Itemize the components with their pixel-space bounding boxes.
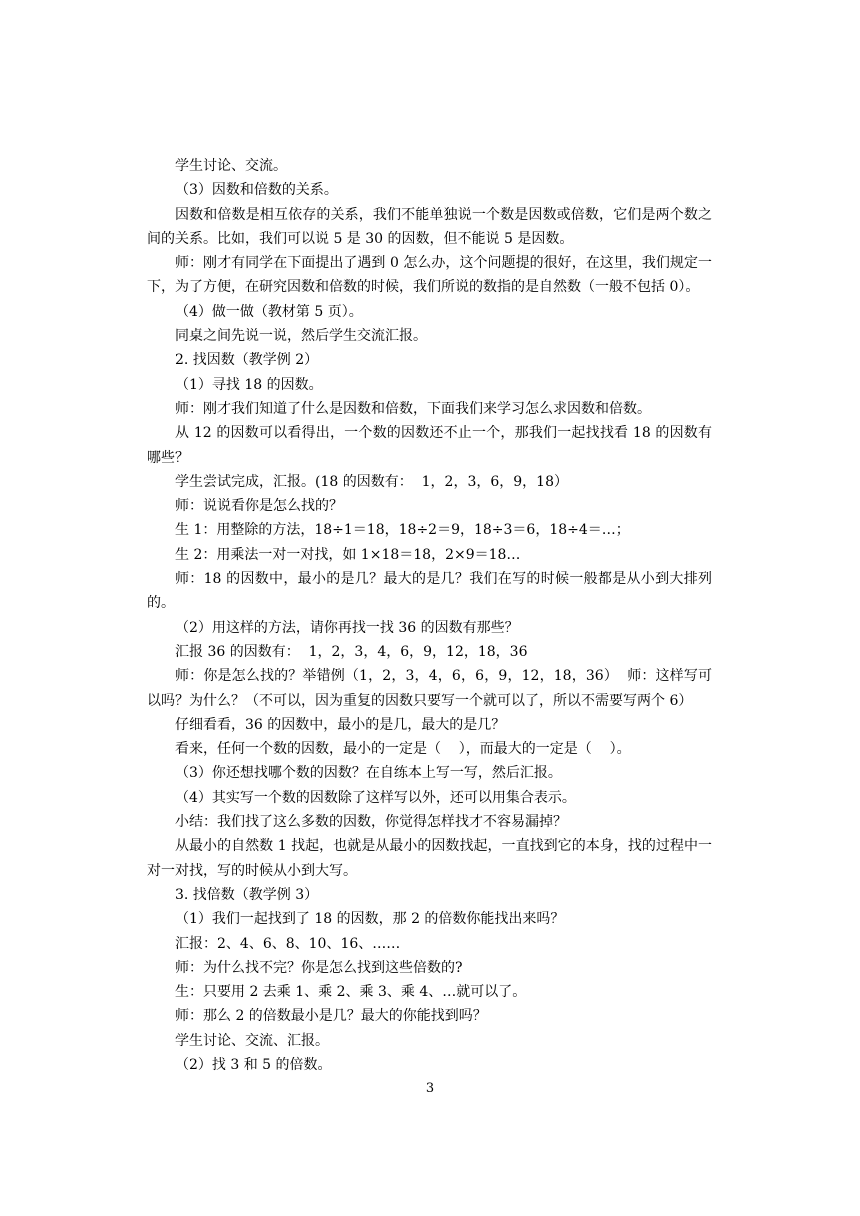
paragraph: 因数和倍数是相互依存的关系，我们不能单独说一个数是因数或倍数，它们是两个数之间的关系。比如，我们可以说 5 是 30 的因数，但不能说 5 是因数。 [147, 206, 712, 247]
paragraph: 师：说说看你是怎么找的？ [175, 498, 343, 515]
page-number: 3 [425, 1081, 435, 1096]
section-heading: 2. 找因数（教学例 2） [175, 352, 319, 369]
paragraph: 师：为什么找不完？你是怎么找到这些倍数的? [175, 959, 463, 976]
paragraph: 生 1：用整除的方法，18÷1＝18，18÷2＝9，18÷3＝6，18÷4＝…； [175, 522, 630, 539]
paragraph: 师：你是怎么找的？举错例（1，2，3，4，6，6，9，12，18，36） 师：这样写可以吗？为什么？（不可以，因为重复的因数只要写一个就可以了，所以不需要写两个 6） [147, 668, 712, 709]
paragraph: 学生讨论、交流。 [175, 158, 287, 174]
paragraph: 师：那么 2 的倍数最小是几？最大的你能找到吗？ [175, 1008, 487, 1025]
paragraph: 师：刚才我们知道了什么是因数和倍数，下面我们来学习怎么求因数和倍数。 [175, 400, 651, 417]
paragraph: （2）找 3 和 5 的倍数。 [175, 1056, 332, 1073]
paragraph: 汇报：2、4、6、8、10、16、…… [175, 935, 401, 952]
paragraph: 看来，任何一个数的因数，最小的一定是（ ），而最大的一定是（ ）。 [175, 741, 631, 758]
paragraph: 小结：我们找了这么多数的因数，你觉得怎样找才不容易漏掉？ [175, 814, 567, 831]
paragraph: （2）用这样的方法，请你再找一找 36 的因数有那些？ [175, 619, 519, 636]
paragraph: （4）做一做（教材第 5 页）。 [175, 303, 363, 320]
paragraph: 生 2：用乘法一对一对找，如 1×18＝18，2×9＝18… [175, 546, 521, 563]
paragraph: 同桌之间先说一说，然后学生交流汇报。 [175, 328, 427, 345]
paragraph: 学生尝试完成，汇报。(18 的因数有： 1，2，3，6，9，18） [175, 473, 568, 490]
paragraph: （1）我们一起找到了 18 的因数，那 2 的倍数你能找出来吗？ [175, 911, 565, 928]
paragraph: （4）其实写一个数的因数除了这样写以外，还可以用集合表示。 [175, 789, 576, 806]
paragraph: 学生讨论、交流、汇报。 [175, 1032, 329, 1049]
document-body [147, 154, 712, 1077]
paragraph: 从最小的自然数 1 找起，也就是从最小的因数找起，一直找到它的本身，找的过程中一对一对找，写的时候从小到大写。 [147, 838, 712, 879]
paragraph: （1）寻找 18 的因数。 [175, 376, 323, 393]
paragraph: 仔细看看，36 的因数中，最小的是几，最大的是几？ [175, 716, 506, 733]
section-heading: 3. 找倍数（教学例 3） [175, 886, 319, 903]
paragraph: 师：18 的因数中，最小的是几？最大的是几？我们在写的时候一般都是从小到大排列的。 [147, 571, 712, 612]
paragraph: （3）因数和倍数的关系。 [175, 182, 338, 199]
paragraph: 汇报 36 的因数有： 1，2，3，4，6，9，12，18，36 [175, 643, 528, 660]
paragraph: 师：刚才有同学在下面提出了遇到 0 怎么办，这个问题提的很好，在这里，我们规定一下，为了方便，在研究因数和倍数的时候，我们所说的数指的是自然数（一般不包括 0）。 [147, 255, 712, 296]
paragraph: 从 12 的因数可以看得出，一个数的因数还不止一个，那我们一起找找看 18 的因数有哪些？ [147, 425, 712, 466]
paragraph: 生：只要用 2 去乘 1、乘 2、乘 3、乘 4、…就可以了。 [175, 984, 527, 1001]
paragraph: （3）你还想找哪个数的因数？在自练本上写一写，然后汇报。 [175, 765, 562, 782]
